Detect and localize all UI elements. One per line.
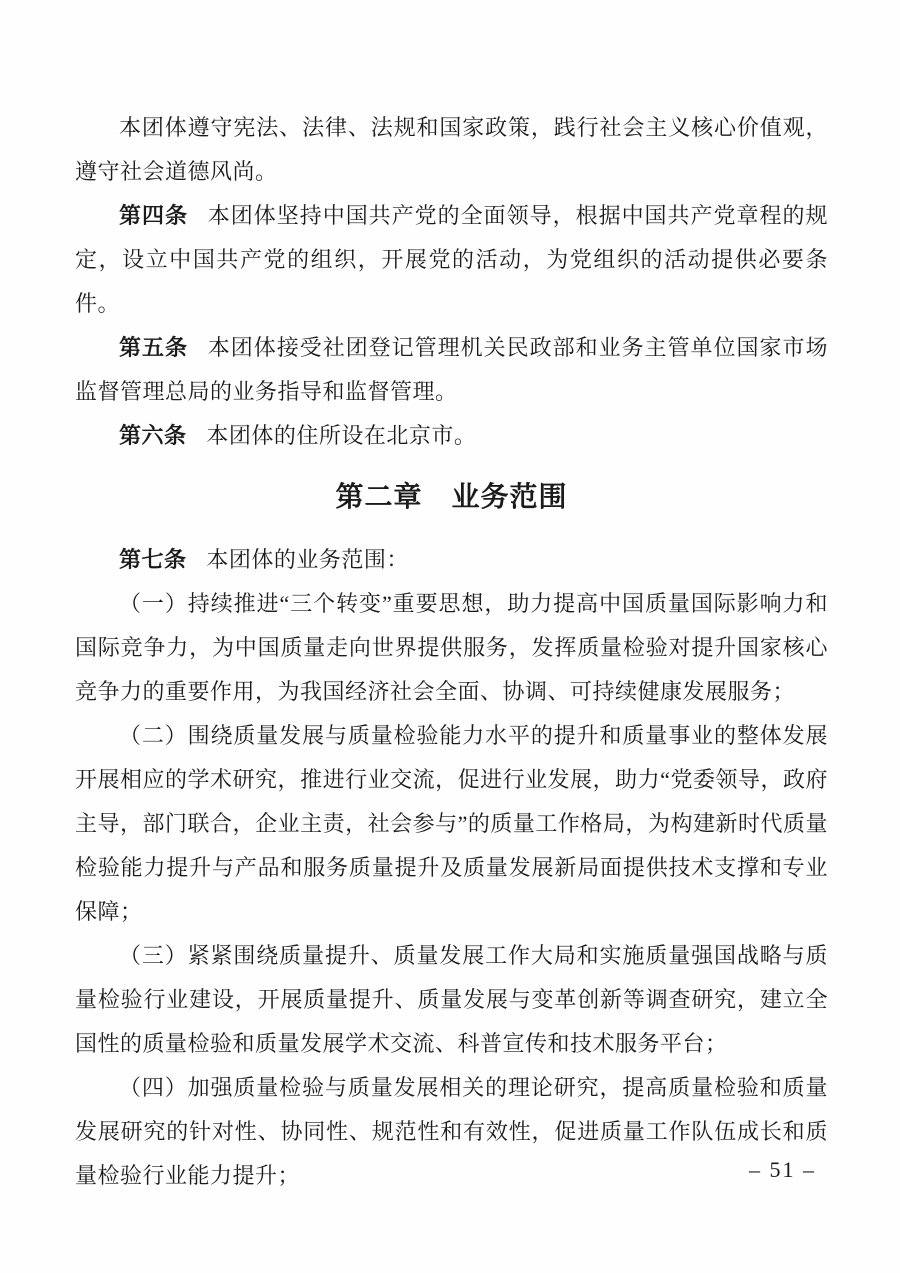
paragraph-article-6 xyxy=(75,414,828,458)
paragraph-text: 本团体遵守宪法、法律、法规和国家政策，践行社会主义核心价值观，遵守社会道德风尚。 xyxy=(75,115,828,184)
paragraph-item-3 xyxy=(75,934,828,1066)
article-5-number: 第五条 xyxy=(119,335,188,360)
document-content xyxy=(75,106,828,1198)
paragraph-text: （一）持续推进“三个转变”重要思想，助力提高中国质量国际影响力和国际竞争力，为中国质量走向世界提供服务，发挥质量检验对提升国家核心竞争力的重要作用，为我国经济社会全面、协调、可持续健康发展服务； xyxy=(75,591,828,704)
paragraph-text: 本团体坚持中国共产党的全面领导，根据中国共产党章程的规定，设立中国共产党的组织，开展党的活动，为党组织的活动提供必要条件。 xyxy=(75,203,828,316)
paragraph-text: （四）加强质量检验与质量发展相关的理论研究，提高质量检验和质量发展研究的针对性、协同性、规范性和有效性，促进质量工作队伍成长和质量检验行业能力提升； xyxy=(75,1075,828,1188)
paragraph-text: （二）围绕质量发展与质量检验能力水平的提升和质量事业的整体发展开展相应的学术研究，推进行业交流，促进行业发展，助力“党委领导，政府主导，部门联合，企业主责，社会参与”的质量工作格局，为构建新时代质量检验能力提升与产品和服务质量提升及质量发展新局面提供技术支撑和专业保障； xyxy=(75,723,828,924)
paragraph-article-4 xyxy=(75,194,828,326)
paragraph-item-4 xyxy=(75,1066,828,1198)
paragraph-article-7 xyxy=(75,538,828,582)
paragraph-item-1 xyxy=(75,582,828,714)
article-4-number: 第四条 xyxy=(119,203,188,228)
paragraph-text: 本团体接受社团登记管理机关民政部和业务主管单位国家市场监督管理总局的业务指导和监督管理。 xyxy=(75,335,828,404)
paragraph-preamble xyxy=(75,106,828,194)
paragraph-text: 本团体的住所设在北京市。 xyxy=(206,423,477,448)
article-7-number: 第七条 xyxy=(119,547,187,572)
paragraph-article-5 xyxy=(75,326,828,414)
chapter-heading: 第二章 业务范围 xyxy=(335,481,568,512)
paragraph-text: 本团体的业务范围： xyxy=(206,547,409,572)
paragraph-item-2 xyxy=(75,714,828,934)
page-number: – 51 – xyxy=(749,1157,816,1182)
paragraph-text: （三）紧紧围绕质量提升、质量发展工作大局和实施质量强国战略与质量检验行业建设，开展质量提升、质量发展与变革创新等调查研究，建立全国性的质量检验和质量发展学术交流、科普宣传和技术服务平台； xyxy=(75,943,828,1056)
article-6-number: 第六条 xyxy=(119,423,187,448)
